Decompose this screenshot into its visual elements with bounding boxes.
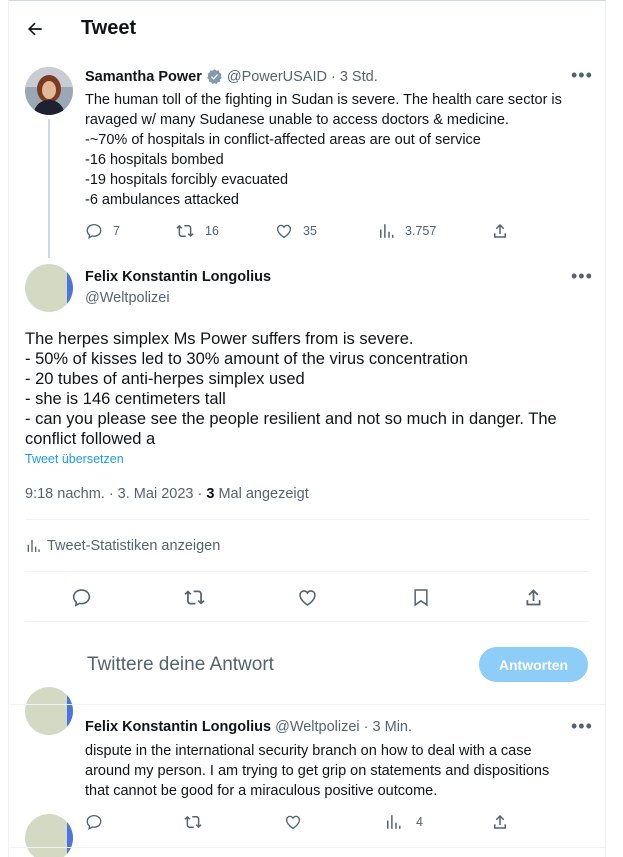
tweet-column xyxy=(8,0,606,857)
text-line: The herpes simplex Ms Power suffers from is severe. xyxy=(25,330,414,348)
author-handle[interactable]: @Weltpolizei xyxy=(275,719,360,735)
author-name[interactable]: Samantha Power xyxy=(85,68,202,85)
divider xyxy=(9,704,605,705)
bookmark-icon[interactable] xyxy=(411,587,431,608)
divider xyxy=(25,621,589,622)
tweet-timestamp xyxy=(25,486,309,502)
reply-input[interactable]: Twittere deine Antwort xyxy=(87,654,274,675)
back-arrow-icon[interactable] xyxy=(25,19,45,39)
view-label: Mal angezeigt xyxy=(214,486,309,502)
text-line: that cannot be good for a miraculous positive outcome. xyxy=(85,783,438,799)
reply-button[interactable]: Antworten xyxy=(479,647,588,682)
retweet-icon[interactable] xyxy=(183,587,206,608)
tweet-time[interactable]: · 3 Min. xyxy=(363,719,413,735)
thread-line xyxy=(48,119,50,258)
heart-icon[interactable] xyxy=(284,813,302,831)
tweet-header xyxy=(85,68,378,85)
tweet-time[interactable]: · 3 Std. xyxy=(330,68,378,85)
tweet-statistics-link[interactable] xyxy=(25,538,220,554)
divider xyxy=(25,519,589,520)
author-name[interactable]: Felix Konstantin Longolius xyxy=(85,269,272,285)
view-count: 3 xyxy=(206,486,215,502)
text-line: - 50% of kisses led to 30% amount of the virus concentration xyxy=(25,350,468,368)
views-action[interactable] xyxy=(384,813,423,831)
avatar-felix[interactable] xyxy=(25,814,73,857)
statistics-label: Tweet-Statistiken anzeigen xyxy=(47,538,221,554)
share-icon[interactable] xyxy=(491,813,509,831)
author-name[interactable]: Felix Konstantin Longolius xyxy=(85,719,272,735)
tweet-text xyxy=(25,329,601,449)
views-count: 4 xyxy=(416,815,423,829)
more-options-icon[interactable]: ••• xyxy=(571,716,593,736)
share-icon[interactable] xyxy=(491,222,509,240)
text-line: dispute in the international security branch on how to deal with a case xyxy=(85,743,532,759)
reply-action[interactable] xyxy=(85,222,120,240)
heart-icon xyxy=(275,222,293,240)
verified-badge-icon xyxy=(206,68,223,85)
text-line: -~70% of hospitals in conflict-affected areas are out of service xyxy=(85,132,481,148)
bar-chart-icon xyxy=(377,222,395,240)
heart-icon[interactable] xyxy=(297,587,318,608)
bar-chart-icon xyxy=(25,538,41,554)
author-handle[interactable]: @PowerUSAID xyxy=(226,68,327,85)
reply-icon[interactable] xyxy=(85,813,103,831)
text-line: - she is 146 centimeters tall xyxy=(25,390,226,408)
page-title: Tweet xyxy=(81,17,137,39)
reply-icon[interactable] xyxy=(71,587,92,608)
bar-chart-icon xyxy=(384,813,402,831)
author-handle[interactable]: @Weltpolizei xyxy=(85,290,170,306)
text-line: - 20 tubes of anti-herpes simplex used xyxy=(25,370,305,388)
avatar-felix[interactable] xyxy=(25,687,73,735)
views-action[interactable] xyxy=(377,222,436,240)
text-line: conflict followed a xyxy=(25,430,156,448)
reply-count: 7 xyxy=(113,224,120,238)
text-line: -19 hospitals forcibly evacuated xyxy=(85,172,289,188)
divider xyxy=(9,847,605,848)
tweet-text xyxy=(85,741,605,801)
text-line: -6 ambulances attacked xyxy=(85,192,239,208)
more-options-icon[interactable]: ••• xyxy=(571,266,593,286)
more-options-icon[interactable]: ••• xyxy=(571,65,593,85)
translate-link[interactable]: Tweet übersetzen xyxy=(25,452,124,466)
share-icon[interactable] xyxy=(523,587,544,608)
text-line: - can you please see the people resilient and not so much in danger. The xyxy=(25,410,557,428)
text-line: The human toll of the fighting in Sudan is severe. The health care sector is xyxy=(85,92,562,108)
text-line: around my person. I am trying to get grip on statements and dispositions xyxy=(85,763,550,779)
like-action[interactable] xyxy=(275,222,317,240)
divider xyxy=(25,571,589,572)
like-count: 35 xyxy=(303,224,317,238)
text-line: ravaged w/ many Sudanese unable to access doctors & medicine. xyxy=(85,112,509,128)
retweet-action[interactable] xyxy=(175,222,219,240)
retweet-icon[interactable] xyxy=(183,813,203,831)
retweet-count: 16 xyxy=(205,224,219,238)
avatar-felix[interactable] xyxy=(25,264,73,312)
text-line: -16 hospitals bombed xyxy=(85,152,224,168)
timestamp-text[interactable]: 9:18 nachm. · 3. Mai 2023 · xyxy=(25,486,207,502)
retweet-icon xyxy=(175,222,195,240)
avatar-samantha-power[interactable] xyxy=(25,67,73,115)
reply-icon xyxy=(85,222,103,240)
tweet-header xyxy=(85,719,412,735)
views-count: 3.757 xyxy=(405,224,437,238)
tweet-text xyxy=(85,90,605,210)
